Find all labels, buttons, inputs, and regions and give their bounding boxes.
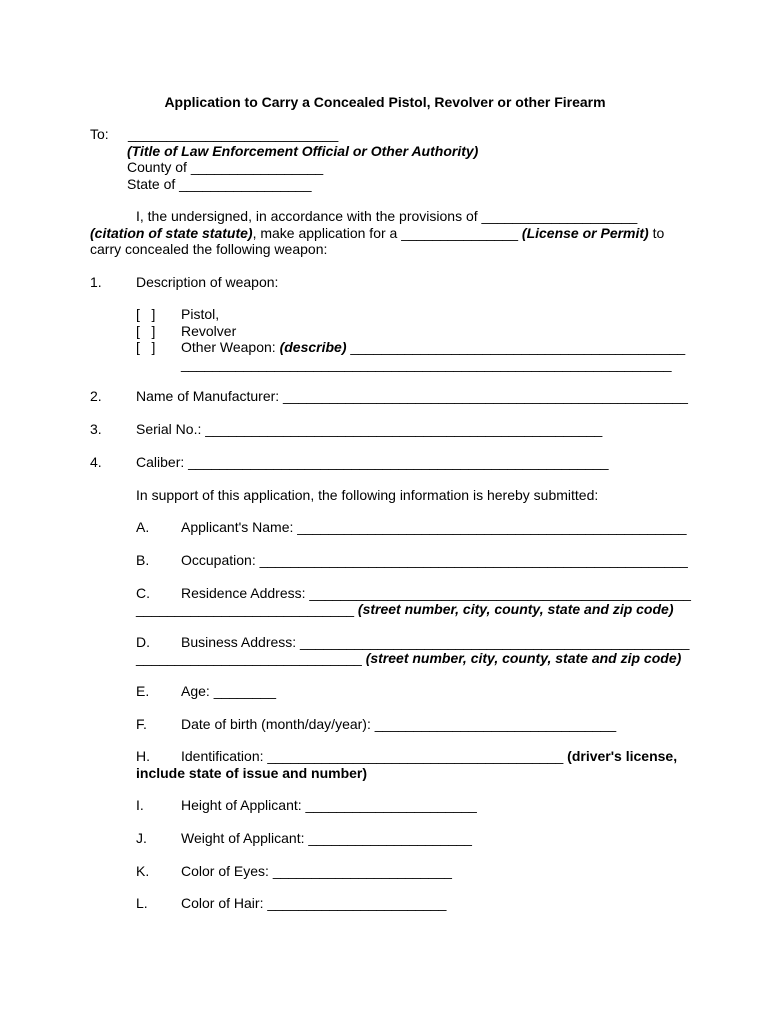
intro-line-1: I, the undersigned, in accordance with the provisions of ____________________ <box>136 208 638 224</box>
field-f-letter: F. <box>136 716 147 732</box>
manufacturer-field[interactable]: Name of Manufacturer: ____________________________________________________ <box>136 388 688 404</box>
applicant-name-field[interactable]: Applicant's Name: __________________________________________________ <box>181 519 687 535</box>
to-label: To: <box>90 126 109 142</box>
residence-address-line-2[interactable] <box>136 601 674 617</box>
date-of-birth-field[interactable]: Date of birth (month/day/year): _______________________________ <box>181 716 617 732</box>
pistol-checkbox[interactable]: [ ] <box>136 306 156 322</box>
identification-field[interactable] <box>181 748 677 764</box>
describe-hint: (describe) <box>279 339 347 355</box>
field-l-letter: L. <box>136 895 148 911</box>
pistol-label: Pistol, <box>181 306 220 322</box>
serial-number-field[interactable]: Serial No.: ___________________________________________________ <box>136 421 603 437</box>
field-d-letter: D. <box>136 634 150 650</box>
other-weapon-checkbox[interactable]: [ ] <box>136 339 156 355</box>
identification-blank[interactable]: Identification: ______________________________________ <box>181 748 568 764</box>
field-b-letter: B. <box>136 552 150 568</box>
intro-line-2-mid: , make application for a _______________ <box>252 225 522 241</box>
item-1-text: Description of weapon: <box>136 274 279 290</box>
other-weapon-label: Other Weapon: <box>181 339 280 355</box>
revolver-label: Revolver <box>181 323 237 339</box>
revolver-checkbox[interactable]: [ ] <box>136 323 156 339</box>
intro-line-2-end: to <box>648 225 665 241</box>
field-k-letter: K. <box>136 863 150 879</box>
residence-address-blank[interactable]: ____________________________ <box>136 601 358 617</box>
document-title: Application to Carry a Concealed Pistol, Revolver or other Firearm <box>164 94 606 110</box>
business-address-line-2[interactable] <box>136 650 681 666</box>
official-title-hint: (Title of Law Enforcement Official or Other Authority) <box>127 143 479 159</box>
statute-citation-hint: (citation of state statute) <box>90 225 253 241</box>
residence-address-field[interactable]: Residence Address: _________________________________________________ <box>181 585 691 601</box>
field-e-letter: E. <box>136 683 150 699</box>
state-field[interactable]: State of _________________ <box>127 176 312 192</box>
occupation-field[interactable]: Occupation: _______________________________________________________ <box>181 552 688 568</box>
identification-hint-line-2: include state of issue and number) <box>136 765 368 781</box>
other-weapon-field[interactable] <box>181 339 685 355</box>
intro-line-3: carry concealed the following weapon: <box>90 241 328 257</box>
hair-color-field[interactable]: Color of Hair: _______________________ <box>181 895 447 911</box>
license-permit-hint: (License or Permit) <box>521 225 649 241</box>
to-blank-line[interactable]: ___________________________ <box>128 126 339 142</box>
intro-line-2 <box>90 225 664 241</box>
business-address-hint: (street number, city, county, state and zip code) <box>365 650 682 666</box>
item-4-number: 4. <box>90 454 102 470</box>
other-weapon-line-2[interactable]: _______________________________________________________________ <box>181 356 672 372</box>
item-1-number: 1. <box>90 274 102 290</box>
item-2-number: 2. <box>90 388 102 404</box>
field-c-letter: C. <box>136 585 150 601</box>
age-field[interactable]: Age: ________ <box>181 683 276 699</box>
eye-color-field[interactable]: Color of Eyes: _______________________ <box>181 863 452 879</box>
business-address-field[interactable]: Business Address: __________________________________________________ <box>181 634 690 650</box>
caliber-field[interactable]: Caliber: ______________________________________________________ <box>136 454 609 470</box>
other-weapon-line[interactable]: ___________________________________________ <box>346 339 686 355</box>
field-i-letter: I. <box>136 797 144 813</box>
business-address-blank[interactable]: _____________________________ <box>136 650 366 666</box>
residence-address-hint: (street number, city, county, state and zip code) <box>357 601 674 617</box>
identification-hint: (driver's license, <box>567 748 678 764</box>
county-field[interactable]: County of _________________ <box>127 159 324 175</box>
field-a-letter: A. <box>136 519 150 535</box>
support-statement: In support of this application, the following information is hereby submitted: <box>136 487 599 503</box>
height-field[interactable]: Height of Applicant: ______________________ <box>181 797 477 813</box>
item-3-number: 3. <box>90 421 102 437</box>
weight-field[interactable]: Weight of Applicant: _____________________ <box>181 830 472 846</box>
field-j-letter: J. <box>136 830 147 846</box>
field-h-letter: H. <box>136 748 150 764</box>
